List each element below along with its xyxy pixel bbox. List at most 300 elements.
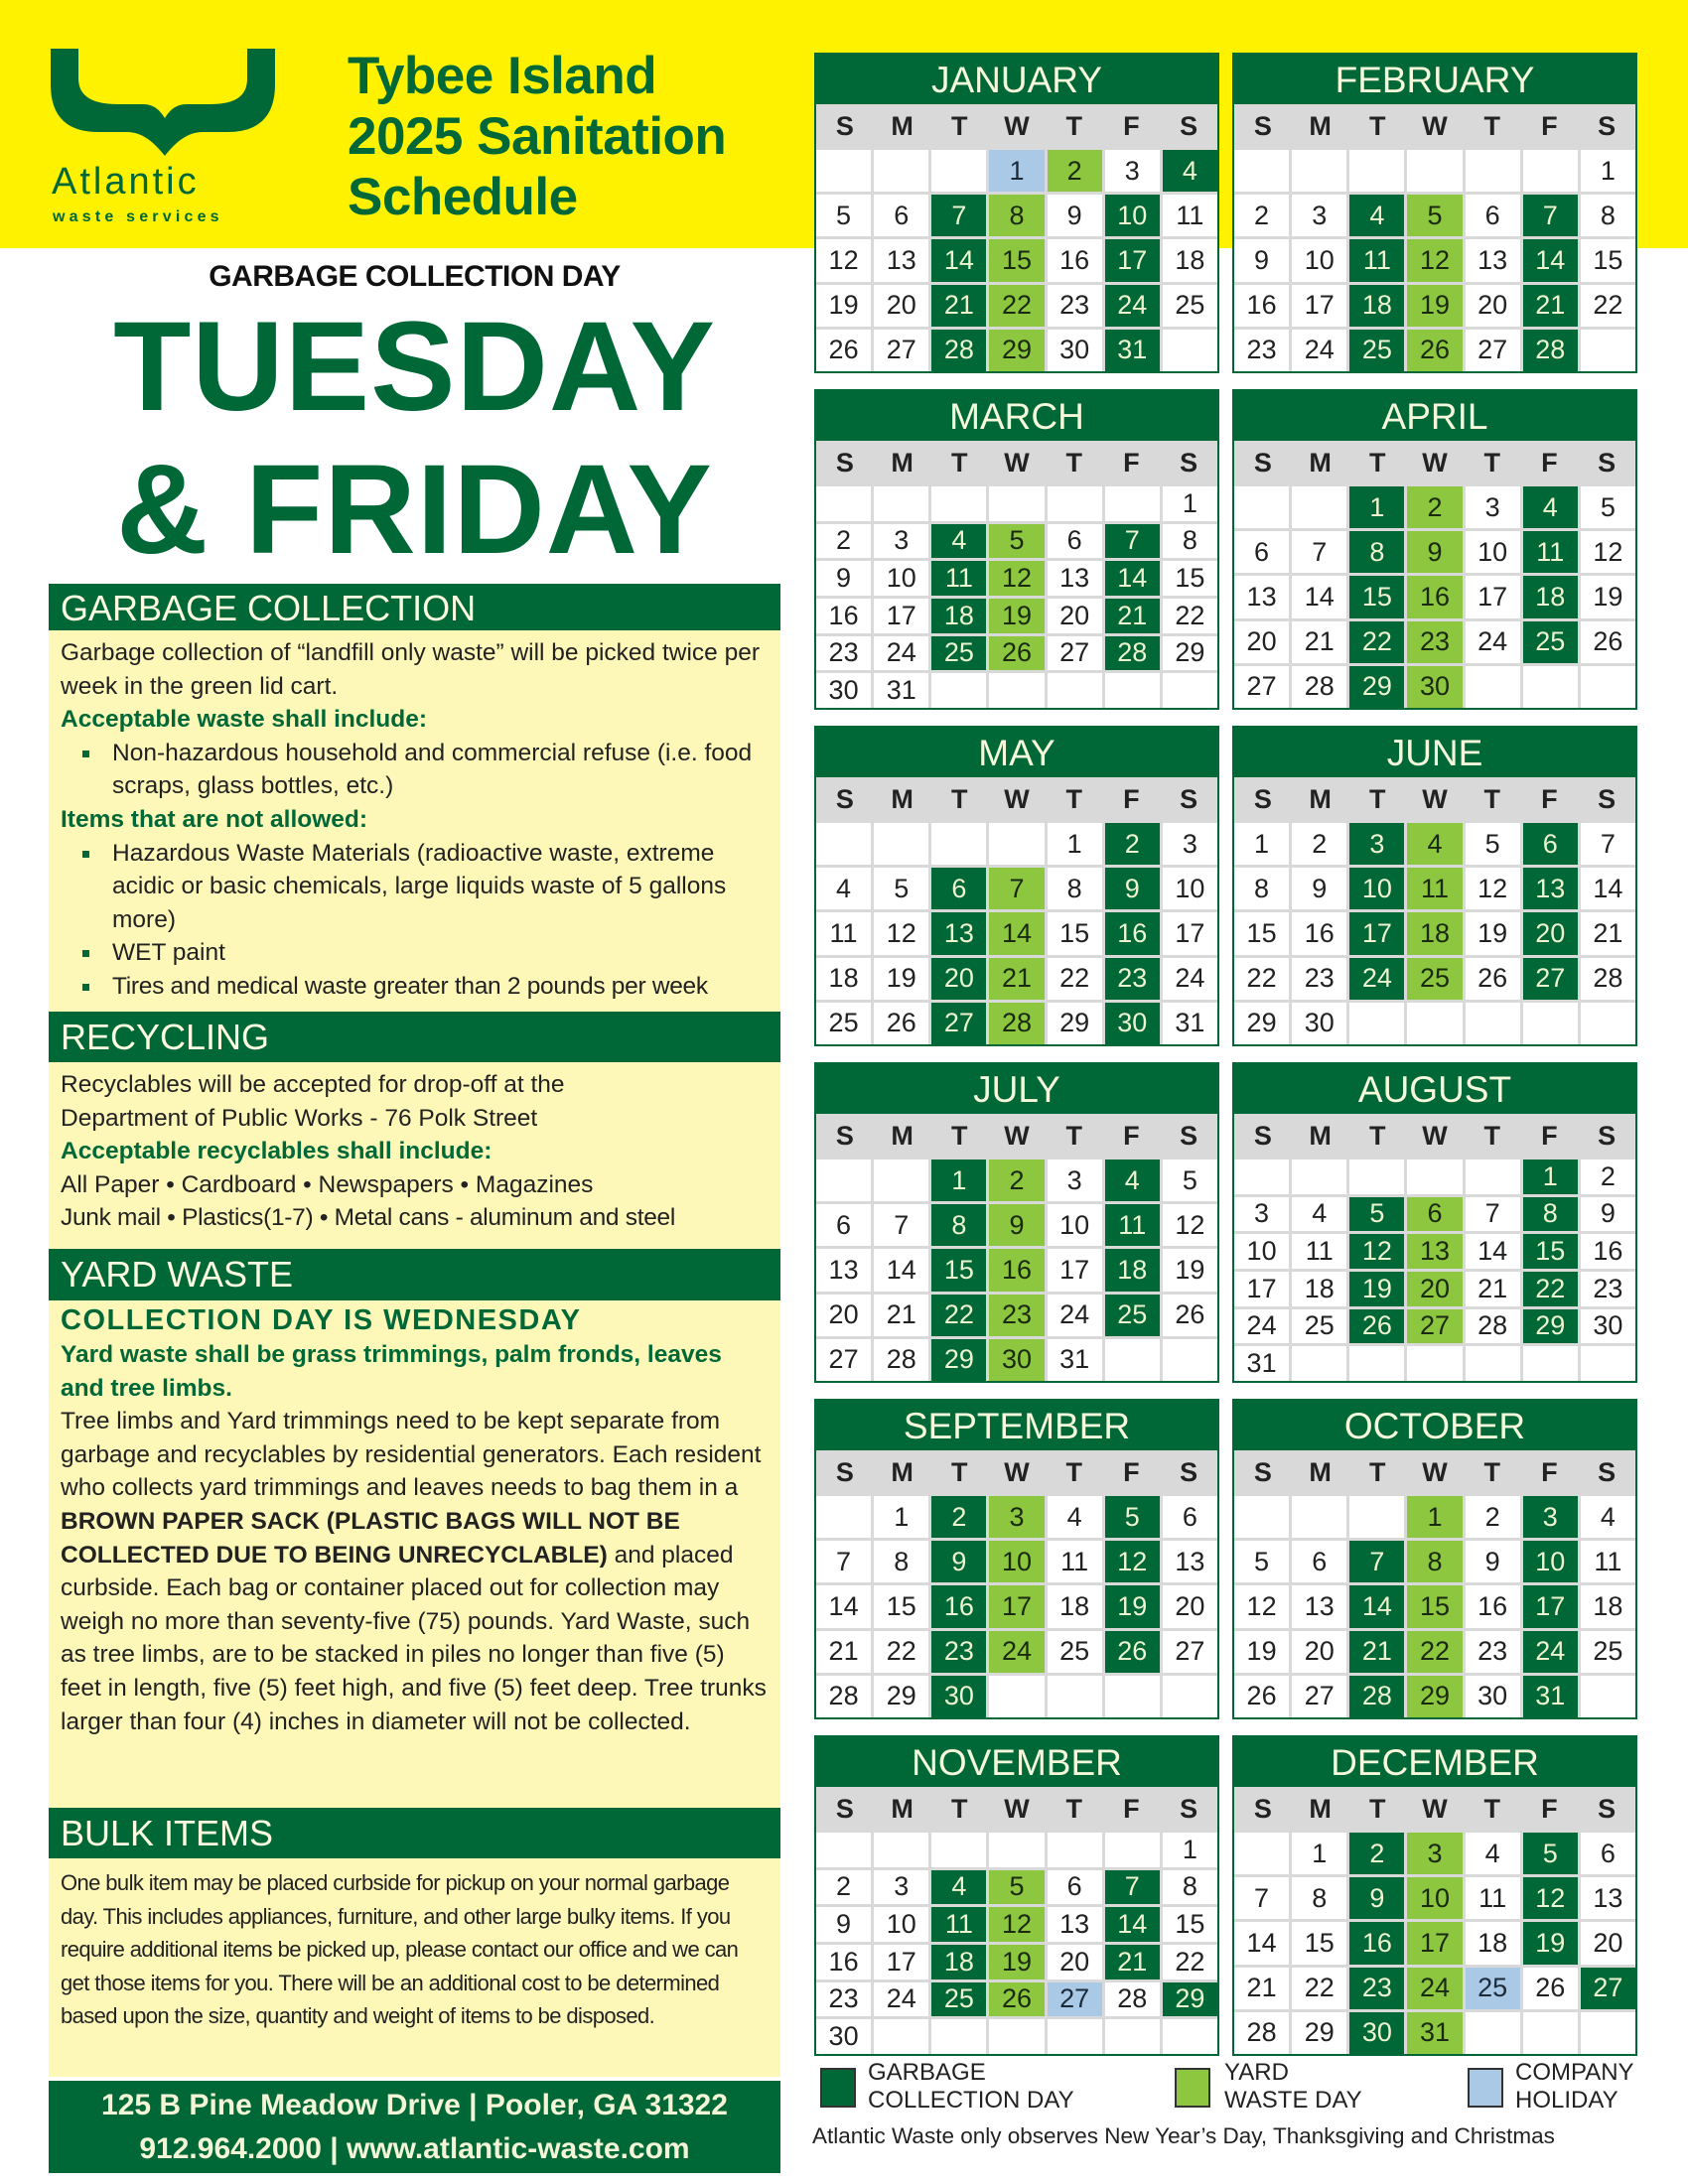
empty-day-cell — [1581, 330, 1635, 371]
weekday-header: T — [1065, 1121, 1082, 1151]
day-cell-regular: 3 — [874, 1870, 928, 1905]
weekday-header: T — [1065, 1457, 1082, 1487]
day-cell-garbage: 15 — [931, 1249, 986, 1291]
day-cell-yard-waste: 30 — [1407, 666, 1462, 708]
empty-day-cell — [1105, 486, 1160, 521]
legend-garbage-label — [868, 2059, 1074, 2115]
day-cell-regular: 3 — [1466, 486, 1520, 528]
day-cell-regular: 21 — [874, 1295, 928, 1336]
day-cell-regular: 26 — [1523, 1968, 1578, 2009]
day-cell-yard-waste: 26 — [989, 1982, 1044, 2017]
day-cell-regular: 13 — [1292, 1585, 1346, 1627]
day-cell-regular: 21 — [816, 1631, 871, 1673]
weekday-header: W — [1422, 1794, 1448, 1824]
empty-day-cell — [816, 1833, 871, 1867]
day-cell-regular: 13 — [874, 239, 928, 281]
day-cell-regular: 15 — [1163, 1907, 1217, 1942]
empty-day-cell — [1292, 1160, 1346, 1194]
day-cell-regular: 15 — [1234, 912, 1289, 954]
month-calendar-july — [814, 1062, 1219, 1383]
empty-day-cell — [1163, 1339, 1217, 1381]
days-grid — [816, 148, 1217, 371]
day-cell-garbage: 14 — [1105, 561, 1160, 596]
day-cell-regular: 27 — [874, 330, 928, 371]
month-calendar-march — [814, 389, 1219, 710]
day-cell-yard-waste: 5 — [989, 524, 1044, 559]
weekday-header: M — [1309, 784, 1332, 814]
day-cell-regular: 2 — [1466, 1496, 1520, 1538]
not-allowed-list — [61, 837, 769, 1004]
day-cell-yard-waste: 15 — [1407, 1585, 1462, 1627]
weekday-header: T — [1369, 448, 1386, 478]
weekday-header: T — [1065, 448, 1082, 478]
day-cell-garbage: 30 — [931, 1676, 986, 1717]
day-cell-yard-waste: 16 — [989, 1249, 1044, 1291]
weekday-header: S — [1598, 1457, 1617, 1487]
legend-text: COLLECTION DAY — [868, 2087, 1074, 2114]
month-calendar-april — [1232, 389, 1637, 710]
weekday-header: S — [1253, 1794, 1272, 1824]
day-cell-regular: 20 — [1292, 1631, 1346, 1673]
weekday-header: F — [1123, 448, 1140, 478]
month-name: MAY — [816, 728, 1217, 777]
day-cell-regular: 20 — [1234, 621, 1289, 663]
day-cell-regular: 6 — [1048, 1870, 1102, 1905]
day-cell-regular: 26 — [1163, 1295, 1217, 1336]
day-cell-garbage: 14 — [1523, 239, 1578, 281]
weekday-header: M — [1309, 1121, 1332, 1151]
empty-day-cell — [1048, 673, 1102, 708]
day-cell-regular: 5 — [1234, 1541, 1289, 1582]
empty-day-cell — [1523, 1003, 1578, 1044]
day-cell-garbage: 4 — [1349, 195, 1404, 236]
day-cell-garbage: 27 — [1523, 958, 1578, 1000]
empty-day-cell — [1292, 1346, 1346, 1381]
day-cell-garbage: 13 — [931, 912, 986, 954]
weekday-header: T — [1483, 111, 1500, 141]
empty-day-cell — [1466, 2012, 1520, 2054]
contact-footer — [49, 2081, 780, 2173]
empty-day-cell — [816, 1496, 871, 1538]
day-cell-garbage: 23 — [1105, 958, 1160, 1000]
day-cell-garbage: 4 — [1523, 486, 1578, 528]
day-cell-regular: 23 — [1048, 285, 1102, 327]
day-cell-garbage: 7 — [1523, 195, 1578, 236]
empty-day-cell — [1581, 1676, 1635, 1717]
day-cell-regular: 18 — [1163, 239, 1217, 281]
day-cell-regular: 20 — [874, 285, 928, 327]
weekday-header: M — [891, 1121, 914, 1151]
empty-day-cell — [1048, 486, 1102, 521]
day-cell-yard-waste: 12 — [989, 1907, 1044, 1942]
day-cell-yard-waste: 21 — [989, 958, 1044, 1000]
page-title — [348, 46, 726, 227]
weekday-header: T — [951, 1121, 968, 1151]
day-cell-yard-waste: 26 — [1407, 330, 1462, 371]
day-cell-regular: 27 — [816, 1339, 871, 1381]
title-line: Tybee Island — [348, 47, 657, 105]
day-cell-regular: 28 — [1466, 1309, 1520, 1344]
day-cell-garbage: 22 — [931, 1295, 986, 1336]
day-cell-regular: 9 — [1292, 868, 1346, 909]
weekday-header-row — [816, 1114, 1217, 1158]
day-cell-regular: 6 — [816, 1204, 871, 1246]
empty-day-cell — [931, 486, 986, 521]
day-cell-regular: 7 — [816, 1541, 871, 1582]
day-cell-regular: 17 — [1466, 576, 1520, 617]
weekday-header: W — [1422, 784, 1448, 814]
day-cell-regular: 25 — [1292, 1309, 1346, 1344]
list-item: WET paint — [112, 936, 769, 970]
empty-day-cell — [1581, 2012, 1635, 2054]
day-cell-garbage: 12 — [1105, 1541, 1160, 1582]
empty-day-cell — [1523, 2012, 1578, 2054]
day-cell-garbage: 10 — [1105, 195, 1160, 236]
day-cell-regular: 4 — [1048, 1496, 1102, 1538]
day-cell-regular: 11 — [1048, 1541, 1102, 1582]
empty-day-cell — [1523, 666, 1578, 708]
day-cell-regular: 18 — [1048, 1585, 1102, 1627]
empty-day-cell — [1523, 1346, 1578, 1381]
day-cell-garbage: 25 — [931, 1982, 986, 2017]
weekday-header: F — [1123, 1121, 1140, 1151]
day-cell-yard-waste: 19 — [1407, 285, 1462, 327]
garbage-section-heading: GARBAGE COLLECTION — [49, 584, 780, 630]
day-cell-garbage: 7 — [1349, 1541, 1404, 1582]
day-cell-regular: 23 — [816, 636, 871, 671]
day-cell-regular: 6 — [1466, 195, 1520, 236]
day-cell-garbage: 16 — [1105, 912, 1160, 954]
weekday-header: T — [1369, 1121, 1386, 1151]
empty-day-cell — [1292, 1496, 1346, 1538]
day-cell-regular: 26 — [874, 1003, 928, 1044]
day-cell-garbage: 3 — [1349, 823, 1404, 865]
weekday-header: T — [951, 1457, 968, 1487]
empty-day-cell — [874, 1833, 928, 1867]
day-cell-garbage: 27 — [931, 1003, 986, 1044]
garbage-day-line: TUESDAY — [113, 296, 716, 438]
day-cell-yard-waste: 7 — [989, 868, 1044, 909]
month-calendar-december — [1232, 1735, 1637, 2056]
day-cell-regular: 20 — [1048, 599, 1102, 633]
empty-day-cell — [1407, 1160, 1462, 1194]
garbage-collection-day-label: GARBAGE COLLECTION DAY — [209, 260, 621, 293]
day-cell-garbage: 31 — [1523, 1676, 1578, 1717]
day-cell-regular: 8 — [1163, 524, 1217, 559]
day-cell-garbage: 14 — [1349, 1585, 1404, 1627]
day-cell-garbage: 16 — [1349, 1922, 1404, 1964]
empty-day-cell — [1581, 1346, 1635, 1381]
weekday-header: T — [1065, 111, 1082, 141]
day-cell-regular: 17 — [1292, 285, 1346, 327]
empty-day-cell — [989, 823, 1044, 865]
day-cell-regular: 17 — [874, 599, 928, 633]
day-cell-regular: 12 — [1466, 868, 1520, 909]
day-cell-regular: 14 — [1292, 576, 1346, 617]
day-cell-regular: 10 — [1292, 239, 1346, 281]
days-grid — [1234, 484, 1635, 708]
weekday-header: F — [1541, 111, 1558, 141]
empty-day-cell — [931, 823, 986, 865]
yard-waste-definition: Yard waste shall be grass trimmings, palm fronds, leaves and tree limbs. — [61, 1341, 722, 1402]
list-item: Non-hazardous household and commercial refuse (i.e. food scraps, glass bottles, etc.) — [112, 737, 769, 803]
day-cell-regular: 1 — [1581, 150, 1635, 192]
day-cell-garbage: 20 — [1523, 912, 1578, 954]
empty-day-cell — [816, 150, 871, 192]
day-cell-regular: 18 — [816, 958, 871, 1000]
weekday-header: W — [1004, 784, 1030, 814]
day-cell-regular: 26 — [1581, 621, 1635, 663]
day-cell-regular: 16 — [816, 599, 871, 633]
bulk-items-section-heading: BULK ITEMS — [49, 1808, 780, 1858]
day-cell-regular: 18 — [1466, 1922, 1520, 1964]
day-cell-regular: 2 — [1234, 195, 1289, 236]
day-cell-yard-waste: 2 — [1407, 486, 1462, 528]
month-calendar-june — [1232, 726, 1637, 1046]
empty-day-cell — [1407, 1003, 1462, 1044]
empty-day-cell — [1349, 1160, 1404, 1194]
day-cell-regular: 31 — [874, 673, 928, 708]
day-cell-regular: 16 — [1466, 1585, 1520, 1627]
day-cell-regular: 21 — [1234, 1968, 1289, 2009]
empty-day-cell — [1349, 1346, 1404, 1381]
day-cell-regular: 13 — [1163, 1541, 1217, 1582]
weekday-header: S — [835, 1121, 854, 1151]
weekday-header: W — [1004, 1457, 1030, 1487]
weekday-header: S — [835, 111, 854, 141]
days-grid — [816, 484, 1217, 708]
day-cell-garbage: 24 — [1349, 958, 1404, 1000]
empty-day-cell — [1292, 486, 1346, 528]
day-cell-regular: 8 — [1163, 1870, 1217, 1905]
empty-day-cell — [989, 486, 1044, 521]
weekday-header: S — [1253, 1121, 1272, 1151]
yard-waste-section-body — [49, 1300, 780, 1808]
logo-u-icon — [49, 49, 282, 227]
day-cell-garbage: 5 — [1523, 1833, 1578, 1874]
weekday-header: M — [1309, 1457, 1332, 1487]
weekday-header: S — [835, 448, 854, 478]
day-cell-regular: 22 — [1581, 285, 1635, 327]
day-cell-yard-waste: 17 — [1407, 1922, 1462, 1964]
day-cell-yard-waste: 20 — [1407, 1272, 1462, 1306]
weekday-header: F — [1123, 784, 1140, 814]
day-cell-regular: 4 — [816, 868, 871, 909]
day-cell-regular: 17 — [1234, 1272, 1289, 1306]
yard-collection-day: COLLECTION DAY IS WEDNESDAY — [61, 1304, 582, 1336]
day-cell-yard-waste: 2 — [989, 1160, 1044, 1201]
day-cell-garbage: 4 — [931, 524, 986, 559]
weekday-header-row — [816, 777, 1217, 821]
day-cell-regular: 4 — [1466, 1833, 1520, 1874]
day-cell-regular: 21 — [1581, 912, 1635, 954]
month-name: DECEMBER — [1234, 1737, 1635, 1787]
empty-day-cell — [1407, 150, 1462, 192]
day-cell-regular: 5 — [1581, 486, 1635, 528]
empty-day-cell — [1048, 1833, 1102, 1867]
days-grid — [816, 821, 1217, 1044]
day-cell-garbage: 23 — [1349, 1968, 1404, 2009]
day-cell-regular: 15 — [1581, 239, 1635, 281]
days-grid — [1234, 1158, 1635, 1381]
day-cell-yard-waste: 3 — [1407, 1833, 1462, 1874]
empty-day-cell — [1349, 150, 1404, 192]
day-cell-yard-waste: 26 — [989, 636, 1044, 671]
day-cell-regular: 16 — [816, 1945, 871, 1979]
day-cell-garbage: 6 — [1523, 823, 1578, 865]
day-cell-regular: 11 — [1466, 1877, 1520, 1919]
weekday-header: T — [1369, 784, 1386, 814]
legend-text: COMPANY — [1515, 2059, 1634, 2086]
day-cell-garbage: 18 — [1105, 1249, 1160, 1291]
day-cell-regular: 6 — [1234, 531, 1289, 573]
day-cell-regular: 9 — [1048, 195, 1102, 236]
day-cell-regular: 19 — [1234, 1631, 1289, 1673]
day-cell-regular: 4 — [1292, 1197, 1346, 1232]
day-cell-regular: 16 — [1048, 239, 1102, 281]
day-cell-yard-waste: 2 — [1048, 150, 1102, 192]
empty-day-cell — [1234, 1496, 1289, 1538]
weekday-header: T — [1483, 1121, 1500, 1151]
calendar-grid — [814, 53, 1637, 2056]
empty-day-cell — [1349, 1003, 1404, 1044]
weekday-header-row — [1234, 777, 1635, 821]
empty-day-cell — [1466, 666, 1520, 708]
weekday-header: S — [1180, 784, 1198, 814]
month-name: OCTOBER — [1234, 1401, 1635, 1450]
weekday-header: W — [1004, 111, 1030, 141]
day-cell-regular: 10 — [1466, 531, 1520, 573]
day-cell-yard-waste: 24 — [989, 1631, 1044, 1673]
day-cell-garbage: 8 — [1349, 531, 1404, 573]
day-cell-regular: 20 — [816, 1295, 871, 1336]
weekday-header: S — [835, 784, 854, 814]
day-cell-regular: 31 — [1048, 1339, 1102, 1381]
day-cell-regular: 12 — [1581, 531, 1635, 573]
days-grid — [816, 1831, 1217, 2054]
bulk-items-section-body — [49, 1858, 780, 2077]
footer-contact: 912.964.2000 | www.atlantic-waste.com — [139, 2132, 690, 2165]
legend-text: HOLIDAY — [1515, 2087, 1618, 2114]
day-cell-garbage: 7 — [931, 195, 986, 236]
days-grid — [1234, 1494, 1635, 1717]
day-cell-regular: 23 — [1234, 330, 1289, 371]
day-cell-yard-waste: 12 — [1407, 239, 1462, 281]
empty-day-cell — [931, 1833, 986, 1867]
day-cell-regular: 22 — [1163, 1945, 1217, 1979]
weekday-header: S — [1180, 1794, 1198, 1824]
day-cell-regular: 7 — [1581, 823, 1635, 865]
day-cell-yard-waste: 15 — [989, 239, 1044, 281]
day-cell-yard-waste: 30 — [989, 1339, 1044, 1381]
day-cell-garbage: 6 — [931, 868, 986, 909]
weekday-header: T — [951, 1794, 968, 1824]
day-cell-yard-waste: 19 — [989, 1945, 1044, 1979]
day-cell-garbage: 28 — [1105, 636, 1160, 671]
day-cell-garbage: 18 — [1349, 285, 1404, 327]
holiday-note: Atlantic Waste only observes New Year’s Day, Thanksgiving and Christmas — [812, 2123, 1555, 2148]
month-calendar-november — [814, 1735, 1219, 2056]
day-cell-regular: 26 — [816, 330, 871, 371]
day-cell-garbage: 11 — [1105, 1204, 1160, 1246]
day-cell-garbage: 14 — [931, 239, 986, 281]
day-cell-regular: 17 — [1163, 912, 1217, 954]
day-cell-yard-waste: 23 — [1407, 621, 1462, 663]
days-grid — [1234, 821, 1635, 1044]
day-cell-regular: 22 — [1048, 958, 1102, 1000]
weekday-header: S — [835, 1457, 854, 1487]
day-cell-regular: 31 — [1234, 1346, 1289, 1381]
day-cell-garbage: 4 — [1105, 1160, 1160, 1201]
title-line: Schedule — [348, 168, 578, 226]
day-cell-garbage: 23 — [931, 1631, 986, 1673]
day-cell-garbage: 7 — [1105, 1870, 1160, 1905]
day-cell-garbage: 30 — [1105, 1003, 1160, 1044]
day-cell-regular: 23 — [1581, 1272, 1635, 1306]
weekday-header: F — [1541, 1457, 1558, 1487]
day-cell-holiday: 27 — [1048, 1982, 1102, 2017]
day-cell-regular: 5 — [816, 195, 871, 236]
day-cell-garbage: 25 — [1349, 330, 1404, 371]
day-cell-yard-waste: 10 — [989, 1541, 1044, 1582]
day-cell-regular: 17 — [1048, 1249, 1102, 1291]
weekday-header: M — [1309, 111, 1332, 141]
day-cell-regular: 28 — [816, 1676, 871, 1717]
empty-day-cell — [1105, 673, 1160, 708]
day-cell-regular: 30 — [816, 2019, 871, 2054]
day-cell-garbage: 19 — [1105, 1585, 1160, 1627]
days-grid — [1234, 148, 1635, 371]
recycling-section-body — [49, 1062, 780, 1249]
month-name: MARCH — [816, 391, 1217, 441]
day-cell-garbage: 28 — [1523, 330, 1578, 371]
day-cell-regular: 29 — [874, 1676, 928, 1717]
month-calendar-january — [814, 53, 1219, 373]
empty-day-cell — [816, 823, 871, 865]
weekday-header: T — [951, 448, 968, 478]
weekday-header: S — [1180, 111, 1198, 141]
garbage-intro: Garbage collection of “landfill only waste” will be picked twice per week in the green lid cart. — [61, 639, 761, 700]
day-cell-garbage: 20 — [931, 958, 986, 1000]
yard-rules-text: Tree limbs and Yard trimmings need to be kept separate from garbage and recyclables by residential generators. Each resident who collects yard trimmings and leaves needs to bag them in a — [61, 1408, 762, 1502]
day-cell-regular: 2 — [816, 524, 871, 559]
day-cell-regular: 9 — [816, 1907, 871, 1942]
month-name: SEPTEMBER — [816, 1401, 1217, 1450]
day-cell-garbage: 4 — [931, 1870, 986, 1905]
weekday-header: S — [1180, 1121, 1198, 1151]
empty-day-cell — [1466, 1160, 1520, 1194]
day-cell-regular: 3 — [1234, 1197, 1289, 1232]
day-cell-regular: 30 — [816, 673, 871, 708]
day-cell-garbage: 26 — [1349, 1309, 1404, 1344]
day-cell-yard-waste: 5 — [989, 1870, 1044, 1905]
day-cell-regular: 12 — [816, 239, 871, 281]
day-cell-regular: 11 — [1292, 1234, 1346, 1269]
day-cell-regular: 28 — [1105, 1982, 1160, 2017]
legend-holiday-swatch — [1468, 2068, 1503, 2108]
weekday-header: W — [1422, 448, 1448, 478]
day-cell-regular: 25 — [1581, 1631, 1635, 1673]
day-cell-yard-waste: 13 — [1407, 1234, 1462, 1269]
day-cell-regular: 22 — [874, 1631, 928, 1673]
day-cell-yard-waste: 9 — [1407, 531, 1462, 573]
day-cell-regular: 16 — [1292, 912, 1346, 954]
legend-yard-label — [1224, 2059, 1362, 2115]
day-cell-regular: 16 — [1581, 1234, 1635, 1269]
day-cell-regular: 15 — [1292, 1922, 1346, 1964]
day-cell-regular: 4 — [1581, 1496, 1635, 1538]
day-cell-regular: 8 — [1581, 195, 1635, 236]
